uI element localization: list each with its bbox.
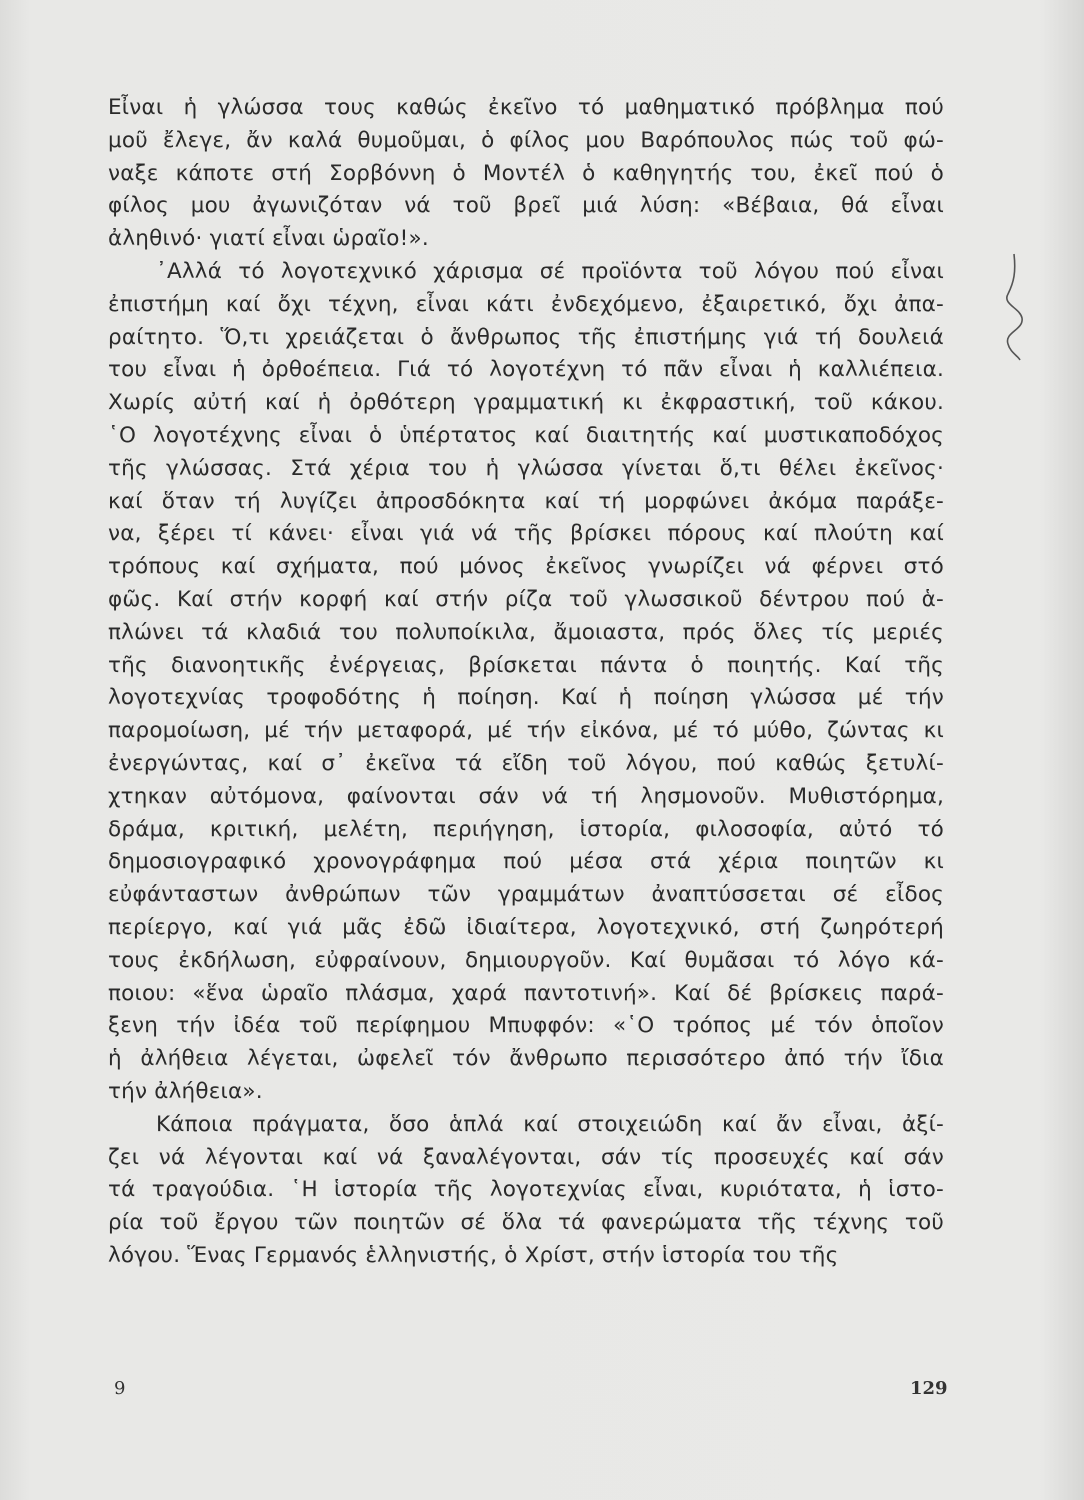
- text-line: τῆς γλώσσας. Στά χέρια του ἡ γλώσσα γίνεται ὅ,τι θέλει ἐκεῖνος·: [108, 455, 944, 481]
- text-line: ἡ ἀλήθεια λέγεται, ὠφελεῖ τόν ἄνθρωπο περισσότερο ἀπό τήν ἴδια: [108, 1046, 944, 1072]
- text-line: πλώνει τά κλαδιά του πολυποίκιλα, ἄμοιαστα, πρός ὅλες τίς μεριές: [108, 619, 944, 645]
- text-line: ποιου: «ἕνα ὡραῖο πλάσμα, χαρά παντοτινή». Καί δέ βρίσκεις παρά-: [108, 980, 944, 1006]
- text-line: να, ξέρει τί κάνει· εἶναι γιά νά τῆς βρίσκει πόρους καί πλούτη καί: [108, 521, 944, 547]
- body-text: [108, 92, 944, 1273]
- text-line: Εἶναι ἡ γλώσσα τους καθώς ἐκεῖνο τό μαθηματικό πρόβλημα πού: [108, 95, 944, 120]
- signature-mark: 9: [114, 1378, 126, 1399]
- text-line: χτηκαν αὐτόμονα, φαίνονται σάν νά τή λησμονοῦν. Μυθιστόρημα,: [108, 783, 944, 809]
- text-line: ἐνεργώντας, καί σ᾿ ἐκεῖνα τά εἴδη τοῦ λόγου, πού καθώς ξετυλί-: [108, 750, 944, 776]
- text-line: του εἶναι ἡ ὀρθοέπεια. Γιά τό λογοτέχνη τό πᾶν εἶναι ἡ καλλιέπεια.: [108, 357, 944, 383]
- text-line: δράμα, κριτική, μελέτη, περιήγηση, ἱστορία, φιλοσοφία, αὐτό τό: [108, 816, 944, 842]
- page-number: 129: [910, 1378, 948, 1399]
- text-line: λόγου. Ἕνας Γερμανός ἑλληνιστής, ὁ Χρίστ, στήν ἱστορία του τῆς: [108, 1242, 839, 1268]
- text-line: καί ὅταν τή λυγίζει ἀπροσδόκητα καί τή μορφώνει ἀκόμα παράξε-: [108, 488, 944, 514]
- text-line: εὐφάνταστων ἀνθρώπων τῶν γραμμάτων ἀναπτύσσεται σέ εἶδος: [108, 882, 944, 908]
- text-line: τους ἐκδήλωση, εὐφραίνουν, δημιουργοῦν. Καί θυμᾶσαι τό λόγο κά-: [108, 947, 944, 973]
- text-line: ἀληθινό· γιατί εἶναι ὡραῖο!».: [108, 226, 429, 252]
- text-line: τῆς διανοητικῆς ἐνέργειας, βρίσκεται πάντα ὁ ποιητής. Καί τῆς: [108, 652, 944, 678]
- text-line: ξενη τήν ἰδέα τοῦ περίφημου Μπυφφόν: «῾Ο τρόπος μέ τόν ὁποῖον: [108, 1013, 944, 1039]
- text-line: παρομοίωση, μέ τήν μεταφορά, μέ τήν εἰκόνα, μέ τό μύθο, ζώντας κι: [108, 718, 944, 744]
- text-line: φίλος μου ἀγωνιζόταν νά τοῦ βρεῖ μιά λύση: «Βέβαια, θά εἶναι: [108, 193, 944, 219]
- text-line: ρία τοῦ ἔργου τῶν ποιητῶν σέ ὅλα τά φανερώματα τῆς τέχνης τοῦ: [108, 1210, 944, 1236]
- text-line: ζει νά λέγονται καί νά ξαναλέγονται, σάν τίς προσευχές καί σάν: [108, 1144, 944, 1170]
- text-line: τά τραγούδια. ῾Η ἱστορία τῆς λογοτεχνίας εἶναι, κυριότατα, ἡ ἱστο-: [108, 1177, 944, 1203]
- text-line: τρόπους καί σχήματα, πού μόνος ἐκεῖνος γνωρίζει νά φέρνει στό: [108, 554, 944, 580]
- text-line: ραίτητο. Ὅ,τι χρειάζεται ὁ ἄνθρωπος τῆς ἐπιστήμης γιά τή δουλειά: [108, 324, 944, 350]
- text-line: δημοσιογραφικό χρονογράφημα πού μέσα στά χέρια ποιητῶν κι: [108, 849, 944, 875]
- text-line: ᾿Αλλά τό λογοτεχνικό χάρισμα σέ προϊόντα τοῦ λόγου πού εἶναι: [156, 258, 944, 284]
- text-line: ἐπιστήμη καί ὄχι τέχνη, εἶναι κάτι ἐνδεχόμενο, ἐξαιρετικό, ὄχι ἀπα-: [108, 291, 944, 317]
- text-line: περίεργο, καί γιά μᾶς ἐδῶ ἰδιαίτερα, λογοτεχνικό, στή ζωηρότερή: [108, 914, 944, 940]
- text-line: Χωρίς αὐτή καί ἡ ὀρθότερη γραμματική κι ἐκφραστική, τοῦ κάκου.: [108, 390, 944, 416]
- text-line: Κάποια πράγματα, ὅσο ἁπλά καί στοιχειώδη καί ἄν εἶναι, ἀξί-: [156, 1111, 944, 1137]
- margin-pencil-mark: [1000, 252, 1040, 362]
- text-line: ναξε κάποτε στή Σορβόννη ὁ Μοντέλ ὁ καθηγητής του, ἐκεῖ πού ὁ: [108, 160, 944, 186]
- text-line: τήν ἀλήθεια».: [108, 1078, 263, 1104]
- text-line: φῶς. Καί στήν κορφή καί στήν ρίζα τοῦ γλωσσικοῦ δέντρου πού ἁ-: [108, 586, 944, 612]
- text-line: μοῦ ἔλεγε, ἄν καλά θυμοῦμαι, ὁ φίλος μου Βαρόπουλος πώς τοῦ φώ-: [108, 127, 944, 153]
- text-line: λογοτεχνίας τροφοδότης ἡ ποίηση. Καί ἡ ποίηση γλώσσα μέ τήν: [108, 685, 944, 711]
- text-line: ῾Ο λογοτέχνης εἶναι ὁ ὑπέρτατος καί διαιτητής καί μυστικαποδόχος: [108, 422, 944, 448]
